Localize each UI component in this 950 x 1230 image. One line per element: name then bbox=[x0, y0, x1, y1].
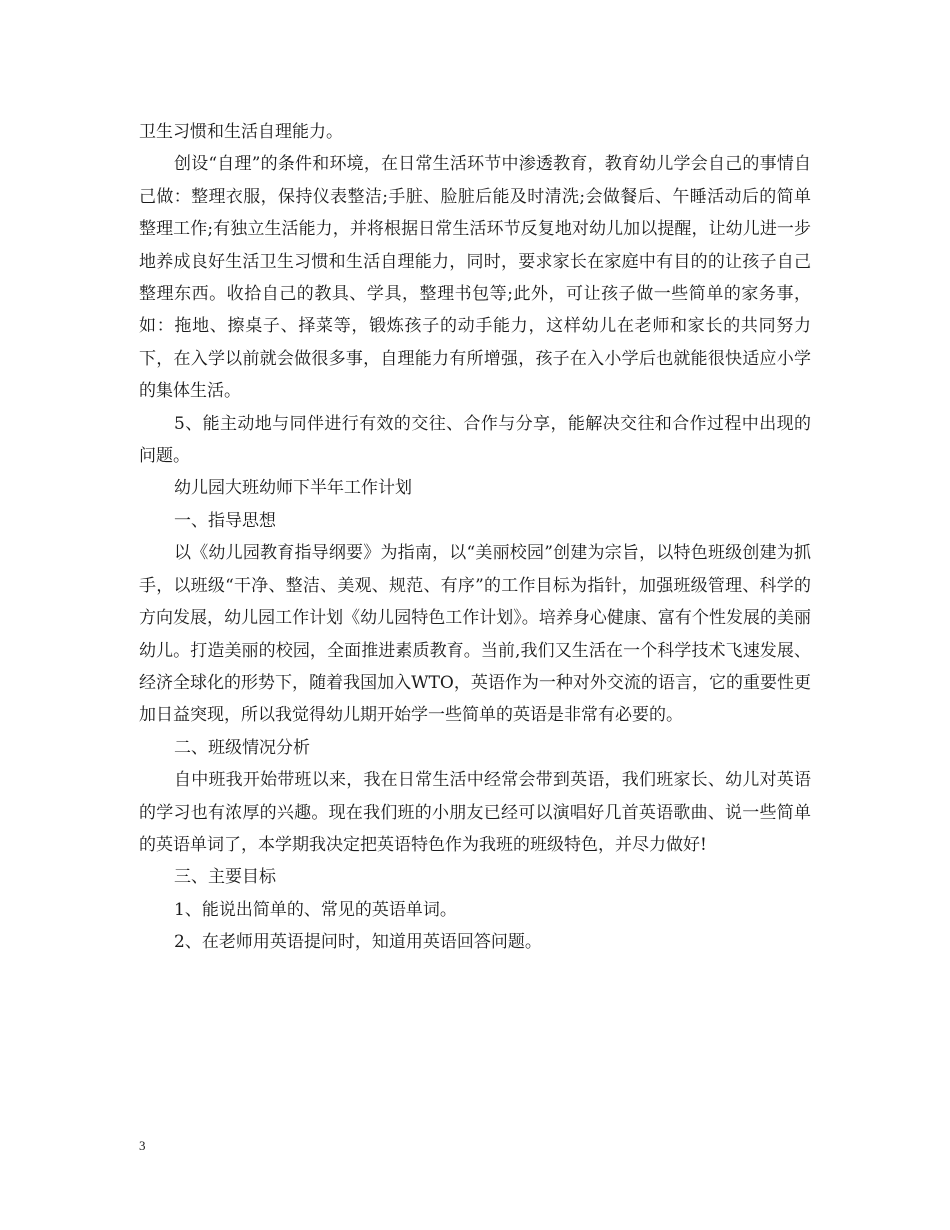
page-number: 3 bbox=[139, 1138, 146, 1153]
list-item-goal-1: 1、能说出简单的、常见的英语单词。 bbox=[174, 899, 457, 920]
section-title: 幼儿园大班幼师下半年工作计划 bbox=[174, 478, 412, 499]
list-item-goal-2: 2、在老师用英语提问时，知道用英语回答问题。 bbox=[174, 932, 542, 953]
paragraph-guiding-ideology: 以《幼儿园教育指导纲要》为指南，以“美丽校园”创建为宗旨，以特色班级创建为抓手，以班级“干净、整洁、美观、规范、有序”的工作目标为指针，加强班级管理、科学的方向发展，幼儿园工作计划《幼儿园特色工作计划》。培养身心健康、富有个性发展的美丽幼儿。打造美丽的校园，全面推进素质教育。当前,我们又生活在一个科学技术飞速发展、经济全球化的形势下，随着我国加入WTO，英语作为一种对外交流的语言，它的重要性更加日益突现，所以我觉得幼儿期开始学一些简单的英语是非常有必要的。 bbox=[139, 543, 811, 726]
paragraph-self-care: 创设“自理”的条件和环境，在日常生活环节中渗透教育，教育幼儿学会自己的事情自己做：整理衣服，保持仪表整洁;手脏、脸脏后能及时清洗;会做餐后、午睡活动后的简单整理工作;有独立生活能力，并将根据日常生活环节反复地对幼儿加以提醒，让幼儿进一步地养成良好生活卫生习惯和生活自理能力，同时，要求家长在家庭中有目的的让孩子自己整理东西。收拾自己的教具、学具，整理书包等;此外，可让孩子做一些简单的家务事，如：拖地、擦桌子、择菜等，锻炼孩子的动手能力，这样幼儿在老师和家长的共同努力下，在入学以前就会做很多事，自理能力有所增强，孩子在入小学后也就能很快适应小学的集体生活。 bbox=[139, 154, 811, 402]
paragraph-continuation: 卫生习惯和生活自理能力。 bbox=[139, 122, 343, 142]
document-body bbox=[139, 116, 811, 959]
heading-class-analysis: 二、班级情况分析 bbox=[174, 737, 310, 758]
heading-guiding-ideology: 一、指导思想 bbox=[174, 510, 276, 531]
paragraph-class-analysis: 自中班我开始带班以来，我在日常生活中经常会带到英语，我们班家长、幼儿对英语的学习也有浓厚的兴趣。现在我们班的小朋友已经可以演唱好几首英语歌曲、说一些简单的英语单词了，本学期我决定把英语特色作为我班的班级特色，并尽力做好! bbox=[139, 770, 811, 855]
heading-main-goals: 三、主要目标 bbox=[174, 867, 276, 888]
paragraph-goal-5: 5、能主动地与同伴进行有效的交往、合作与分享，能解决交往和合作过程中出现的问题。 bbox=[139, 413, 811, 467]
